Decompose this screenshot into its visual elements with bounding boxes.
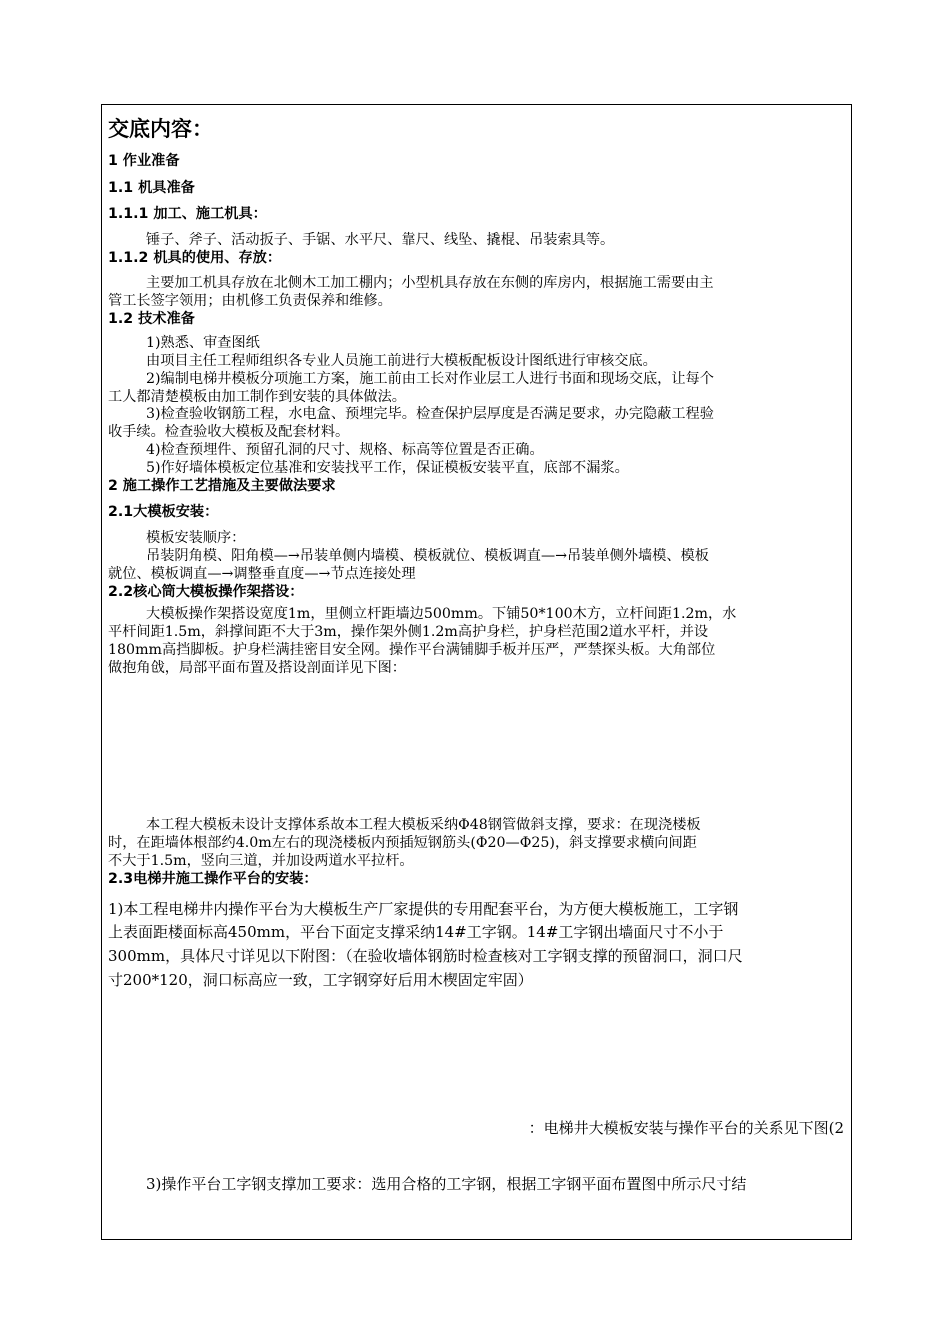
paragraph: 5)作好墙体模板定位基准和安装找平工作，保证模板安装平直，底部不漏浆。 [146, 460, 629, 476]
paragraph: 寸200*120，洞口标高应一致，工字钢穿好后用木楔固定牢固） [108, 971, 533, 989]
heading-2-1: 2.1大模板安装： [108, 504, 219, 520]
paragraph: 时，在距墙体根部约4.0m左右的现浇楼板内预插短钢筋头(Φ20—Φ25)，斜支撑要求横向间距 [108, 835, 697, 851]
paragraph: 收手续。检查验收大模板及配套材料。 [108, 424, 350, 440]
paragraph: 1)熟悉、审查图纸 [146, 335, 260, 351]
paragraph: 300mm，具体尺寸详见以下附图：（在验收墙体钢筋时检查核对工字钢支撑的预留洞口，洞口尺 [108, 947, 743, 965]
heading-1-2: 1.2 技术准备 [108, 311, 195, 327]
paragraph: 不大于1.5m，竖向三道，并加设两道水平拉杆。 [108, 853, 414, 869]
paragraph: 上表面距楼面标高450mm，平台下面定支撑采纳14#工字钢。14#工字钢出墙面尺寸不小于 [108, 923, 724, 941]
paragraph: 模板安装顺序： [146, 530, 246, 546]
section-heading: 交底内容： [108, 117, 213, 141]
paragraph: 3)检查验收钢筋工程，水电盒、预埋完毕。检查保护层厚度是否满足要求，办完隐蔽工程验 [146, 406, 714, 422]
heading-1: 1 作业准备 [108, 153, 180, 169]
paragraph: 大模板操作架搭设宽度1m，里侧立杆距墙边500mm。下铺50*100木方，立杆间距1.2m，水 [146, 606, 737, 622]
heading-2: 2 施工操作工艺措施及主要做法要求 [108, 478, 336, 494]
heading-2-2: 2.2核心筒大模板操作架搭设： [108, 584, 304, 600]
paragraph: 平杆间距1.5m，斜撑间距不大于3m，操作架外侧1.2m高护身栏，护身栏范围2道水平杆，并设 [108, 624, 709, 640]
paragraph: 2)编制电梯井模板分项施工方案，施工前由工长对作业层工人进行书面和现场交底，让每个 [146, 371, 714, 387]
heading-2-3: 2.3电梯井施工操作平台的安装： [108, 871, 318, 887]
paragraph: 本工程大模板未设计支撑体系故本工程大模板采纳Φ48钢管做斜支撑，要求：在现浇楼板 [146, 817, 701, 833]
paragraph: 锤子、斧子、活动扳子、手锯、水平尺、靠尺、线坠、撬棍、吊装索具等。 [146, 232, 615, 248]
paragraph: 主要加工机具存放在北侧木工加工棚内；小型机具存放在东侧的库房内，根据施工需要由主 [146, 275, 714, 291]
paragraph: 工人都清楚模板由加工制作到安装的具体做法。 [108, 389, 406, 405]
heading-1-1-1: 1.1.1 加工、施工机具： [108, 206, 267, 222]
paragraph: 吊装阴角模、阳角模—→吊装单侧内墙模、模板就位、模板调直—→吊装单侧外墙模、模板 [146, 548, 709, 564]
heading-1-1-2: 1.1.2 机具的使用、存放： [108, 250, 282, 266]
paragraph: 由项目主任工程师组织各专业人员施工前进行大模板配板设计图纸进行审核交底。 [146, 353, 657, 369]
paragraph: 管工长签字领用；由机修工负责保养和维修。 [108, 293, 392, 309]
paragraph: 4)检查预埋件、预留孔洞的尺寸、规格、标高等位置是否正确。 [146, 442, 544, 458]
paragraph: 做抱角戗，局部平面布置及搭设剖面详见下图： [108, 660, 406, 676]
paragraph: 3)操作平台工字钢支撑加工要求：选用合格的工字钢，根据工字钢平面布置图中所示尺寸结 [146, 1175, 747, 1193]
paragraph: ：电梯井大模板安装与操作平台的关系见下图(2 [528, 1119, 844, 1137]
paragraph: 1)本工程电梯井内操作平台为大模板生产厂家提供的专用配套平台，为方便大模板施工，工字钢 [108, 900, 739, 918]
heading-1-1: 1.1 机具准备 [108, 180, 195, 196]
paragraph: 180mm高挡脚板。护身栏满挂密目安全网。操作平台满铺脚手板并压严，严禁探头板。大角部位 [108, 642, 716, 658]
paragraph: 就位、模板调直—→调整垂直度—→节点连接处理 [108, 566, 416, 582]
